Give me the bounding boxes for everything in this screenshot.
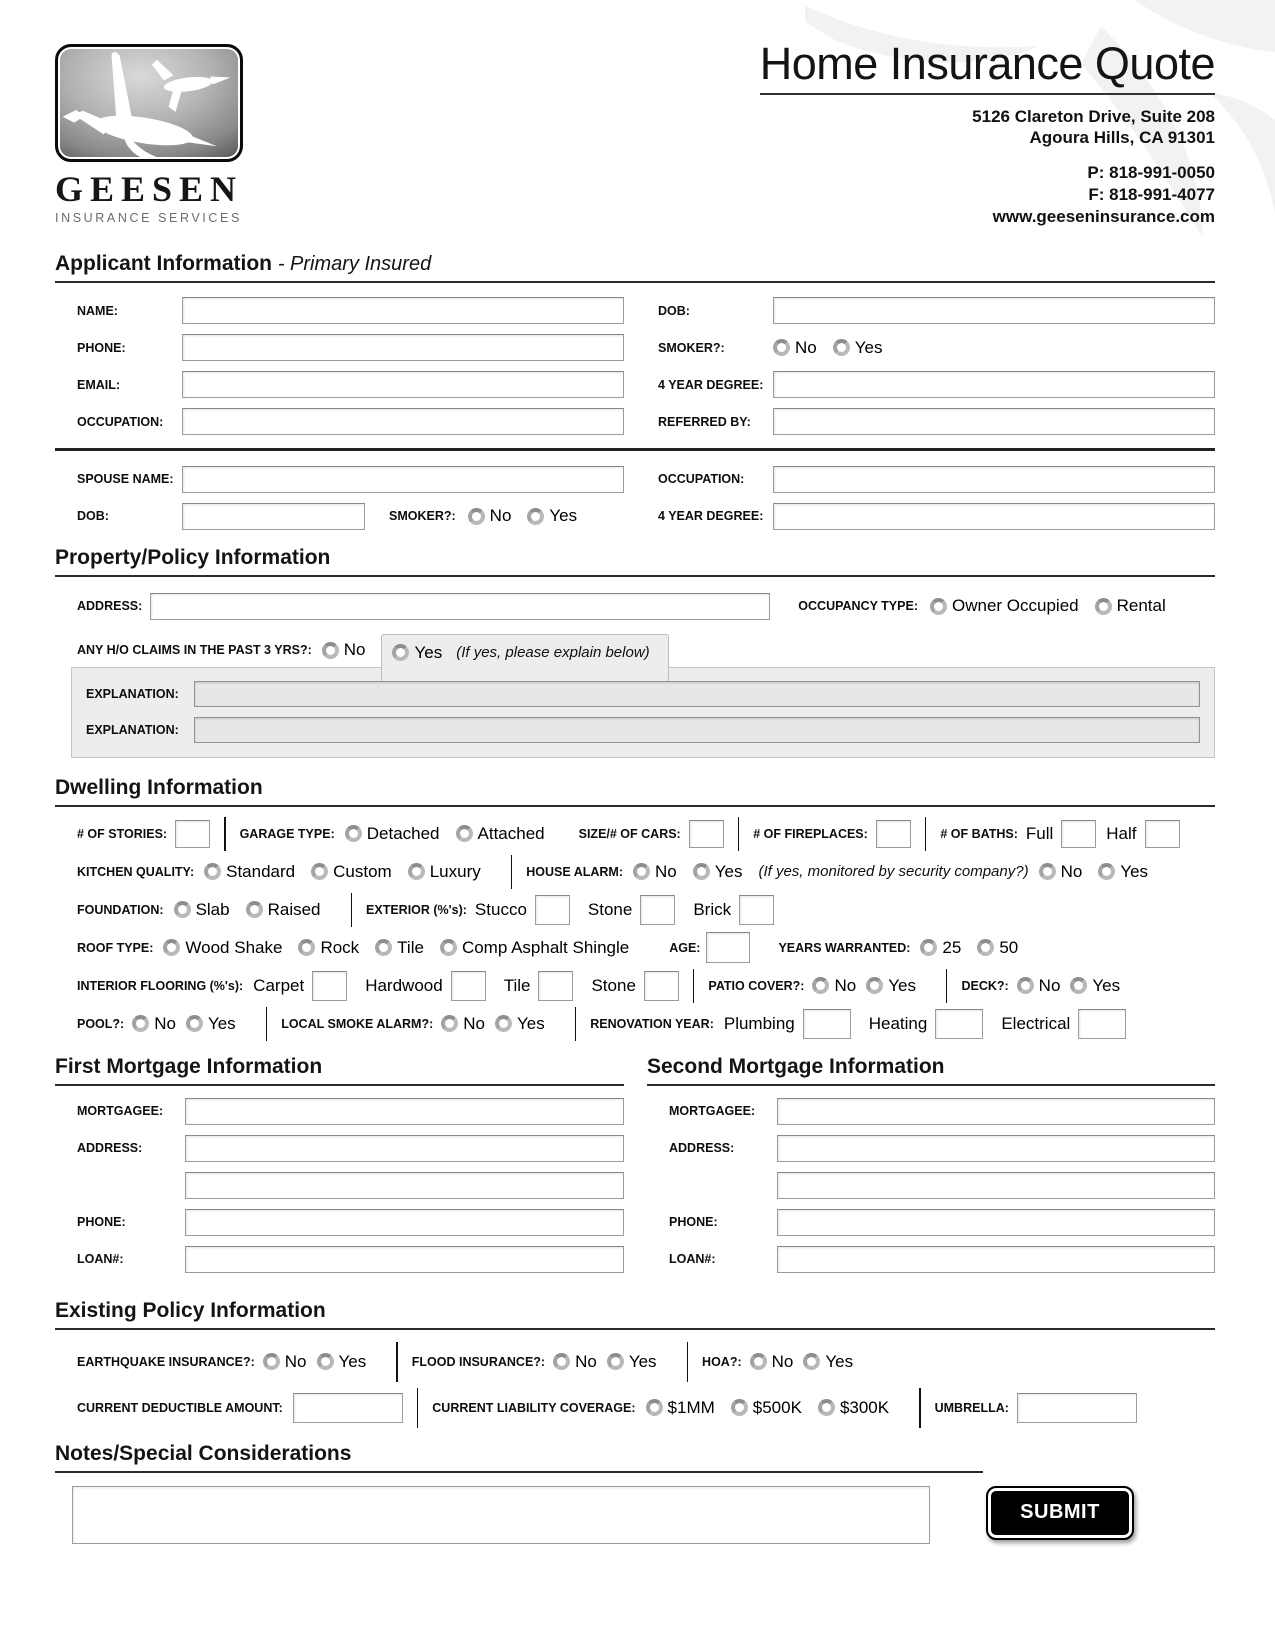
liability-300k-radio[interactable] [818, 1399, 835, 1416]
name-label: NAME: [77, 303, 118, 318]
flood-yes-radio[interactable] [607, 1353, 624, 1370]
fireplaces-box[interactable] [876, 820, 911, 848]
mortgagee-1-label: MORTGAGEE: [77, 1104, 164, 1118]
property-address-input[interactable] [150, 593, 770, 620]
foundation-raised-radio[interactable] [246, 901, 263, 918]
divider [396, 1342, 398, 1382]
exterior-stucco-box[interactable] [535, 895, 570, 925]
kitchen-standard-label: Standard [226, 861, 296, 881]
monitored-yes-label: Yes [1120, 861, 1149, 881]
occupancy-owner-radio[interactable] [930, 598, 947, 615]
earthquake-yes-radio[interactable] [317, 1353, 334, 1370]
smoke-yes-radio[interactable] [495, 1015, 512, 1032]
claims-explain-note: (If yes, please explain below) [456, 644, 650, 661]
spouse-smoker-yes-label: Yes [549, 506, 578, 525]
flood-no-radio[interactable] [553, 1353, 570, 1370]
monitored-no-radio[interactable] [1039, 863, 1056, 880]
divider [511, 855, 513, 889]
submit-button[interactable]: SUBMIT [986, 1486, 1134, 1540]
liability-label: CURRENT LIABILITY COVERAGE: [432, 1400, 636, 1415]
roof-type-label: ROOF TYPE: [77, 940, 154, 955]
fax-number: F: 818-991-4077 [1088, 184, 1215, 204]
patio-no-label: No [834, 975, 857, 995]
phone-input[interactable] [182, 334, 624, 361]
roof-comp-label: Comp Asphalt Shingle [461, 937, 630, 957]
baths-half-label: Half [1106, 823, 1137, 843]
mortgage-2-address-label: ADDRESS: [669, 1141, 735, 1155]
mortgage-1-address-label: ADDRESS: [77, 1141, 143, 1155]
email-input[interactable] [182, 371, 624, 398]
earthquake-yes-label: Yes [338, 1351, 367, 1371]
kitchen-quality-label: KITCHEN QUALITY: [77, 864, 195, 879]
company-address [760, 106, 1215, 149]
stories-label: # OF STORIES: [77, 826, 168, 841]
applicant-spouse-divider [55, 448, 1215, 451]
divider [738, 817, 740, 851]
divider [946, 969, 948, 1003]
dob-label: DOB: [658, 303, 690, 318]
kitchen-luxury-label: Luxury [429, 861, 481, 881]
liability-300k-label: $300K [839, 1397, 890, 1417]
website-url: www.geeseninsurance.com [992, 206, 1215, 226]
spouse-smoker-no-radio[interactable] [468, 508, 485, 525]
foundation-slab-radio[interactable] [174, 901, 191, 918]
geese-logo-image [55, 44, 243, 162]
deck-yes-label: Yes [1092, 975, 1121, 995]
occupancy-rental-label: Rental [1116, 596, 1166, 615]
mortgage-2-address-input[interactable] [777, 1135, 1215, 1162]
divider [575, 1007, 577, 1041]
garage-attached-label: Attached [477, 823, 545, 843]
kitchen-standard-radio[interactable] [204, 863, 221, 880]
kitchen-custom-radio[interactable] [311, 863, 328, 880]
property-address-label: ADDRESS: [77, 599, 143, 613]
divider [266, 1007, 268, 1041]
smoker-no-label: No [795, 337, 817, 357]
exterior-label: EXTERIOR (%'s): [366, 902, 467, 917]
pool-yes-label: Yes [207, 1013, 236, 1033]
company-logo [55, 44, 245, 225]
notes-heading-text: Notes/Special Considerations [55, 1441, 352, 1465]
kitchen-custom-label: Custom [333, 861, 392, 881]
divider [919, 1388, 921, 1428]
roof-comp-radio[interactable] [440, 939, 457, 956]
occupancy-owner-label: Owner Occupied [952, 596, 1079, 615]
roof-rock-radio[interactable] [298, 939, 315, 956]
garage-attached-radio[interactable] [456, 825, 473, 842]
mortgagee-1-input[interactable] [185, 1098, 624, 1125]
property-heading-text: Property/Policy Information [55, 545, 331, 569]
deck-label: DECK?: [961, 978, 1009, 993]
claims-yes-label: Yes [414, 642, 443, 662]
roof-rock-label: Rock [320, 937, 360, 957]
umbrella-label: UMBRELLA: [934, 1400, 1009, 1415]
section-second-mortgage-heading [647, 1055, 1215, 1086]
pool-no-radio[interactable] [132, 1015, 149, 1032]
flooring-hardwood-label: Hardwood [365, 975, 443, 995]
occupancy-rental-radio[interactable] [1095, 598, 1112, 615]
name-input[interactable] [182, 297, 624, 324]
email-label: EMAIL: [77, 377, 121, 392]
spouse-smoker-yes-radio[interactable] [527, 508, 544, 525]
mortgage-2-phone-input[interactable] [777, 1209, 1215, 1236]
flooring-tile-box[interactable] [538, 971, 573, 1001]
page-title: Home Insurance Quote [760, 38, 1215, 95]
second-mortgage-section [647, 1055, 1215, 1283]
exterior-stone-box[interactable] [640, 895, 675, 925]
flood-yes-label: Yes [628, 1351, 657, 1371]
first-mortgage-section [55, 1055, 624, 1283]
spouse-dob-label: DOB: [77, 509, 109, 523]
garage-type-label: GARAGE TYPE: [239, 826, 335, 841]
dob-input[interactable] [773, 297, 1215, 324]
cars-label: SIZE/# OF CARS: [578, 826, 681, 841]
flooring-carpet-label: Carpet [253, 975, 305, 995]
flooring-hardwood-box[interactable] [451, 971, 486, 1001]
baths-label: # OF BATHS: [940, 826, 1018, 841]
applicant-heading-text: Applicant Information [55, 252, 272, 275]
alarm-monitored-note: (If yes, monitored by security company?) [758, 863, 1029, 880]
liability-500k-label: $500K [752, 1397, 802, 1417]
monitored-yes-radio[interactable] [1098, 863, 1115, 880]
section-notes-heading [55, 1442, 983, 1473]
flooring-carpet-box[interactable] [312, 971, 347, 1001]
divider [687, 1342, 689, 1382]
mortgagee-2-label: MORTGAGEE: [669, 1104, 756, 1118]
mortgage-1-address2-input[interactable] [185, 1172, 624, 1199]
hoa-label: HOA?: [702, 1354, 742, 1369]
header [55, 0, 1215, 252]
roof-woodshake-radio[interactable] [163, 939, 180, 956]
smoke-yes-label: Yes [517, 1013, 545, 1033]
flood-label: FLOOD INSURANCE?: [411, 1354, 546, 1369]
liability-500k-radio[interactable] [731, 1399, 748, 1416]
years-warranted-label: YEARS WARRANTED: [778, 940, 911, 955]
occupation-label: OCCUPATION: [77, 414, 164, 429]
claims-yes-tab [381, 634, 668, 681]
liability-1mm-label: $1MM [667, 1397, 715, 1417]
mortgage-2-phone-label: PHONE: [669, 1215, 718, 1229]
flooring-stone-label: Stone [591, 975, 636, 995]
flooring-stone-box[interactable] [644, 971, 679, 1001]
foundation-raised-label: Raised [267, 899, 321, 919]
baths-full-box[interactable] [1061, 820, 1096, 848]
occupation-input[interactable] [182, 408, 624, 435]
smoker-label: SMOKER?: [658, 340, 725, 355]
deck-no-radio[interactable] [1017, 977, 1034, 994]
pool-label: POOL?: [77, 1016, 125, 1031]
renovation-heating-label: Heating [868, 1013, 928, 1033]
foundation-label: FOUNDATION: [77, 902, 164, 917]
exterior-stone-label: Stone [587, 899, 633, 919]
referred-by-input[interactable] [773, 408, 1215, 435]
claims-no-label: No [343, 640, 366, 659]
company-tagline: INSURANCE SERVICES [55, 211, 242, 225]
roof-tile-radio[interactable] [375, 939, 392, 956]
divider [224, 817, 226, 851]
earthquake-label: EARTHQUAKE INSURANCE?: [77, 1354, 255, 1369]
spouse-name-label: SPOUSE NAME: [77, 472, 174, 486]
spouse-dob-input[interactable] [182, 503, 365, 530]
renovation-electrical-label: Electrical [1001, 1013, 1071, 1033]
phone-label: PHONE: [77, 340, 126, 355]
spouse-degree-label: 4 YEAR DEGREE: [658, 509, 764, 523]
garage-detached-label: Detached [366, 823, 440, 843]
explanation-2-label: EXPLANATION: [86, 722, 179, 737]
section-existing-policy-heading [55, 1299, 1215, 1330]
pool-no-label: No [154, 1013, 176, 1033]
smoker-yes-label: Yes [854, 337, 883, 357]
occupancy-type-label: OCCUPANCY TYPE: [798, 599, 918, 613]
mortgage-2-loan-label: LOAN#: [669, 1252, 716, 1266]
renovation-heating-box[interactable] [935, 1009, 983, 1039]
mortgage-1-loan-label: LOAN#: [77, 1252, 124, 1266]
hoa-yes-label: Yes [825, 1351, 854, 1371]
divider [693, 969, 695, 1003]
section-first-mortgage-heading [55, 1055, 624, 1086]
roof-age-label: AGE: [669, 940, 701, 955]
patio-yes-label: Yes [888, 975, 916, 995]
garage-detached-radio[interactable] [345, 825, 362, 842]
applicant-heading-subtitle: - Primary Insured [277, 253, 432, 275]
hoa-no-label: No [771, 1351, 794, 1371]
renovation-plumbing-label: Plumbing [723, 1013, 795, 1033]
exterior-brick-box[interactable] [739, 895, 774, 925]
smoke-alarm-label: LOCAL SMOKE ALARM?: [281, 1016, 434, 1031]
renovation-year-label: RENOVATION YEAR: [590, 1016, 714, 1031]
phone-number: P: 818-991-0050 [1087, 162, 1215, 182]
deck-no-label: No [1038, 975, 1061, 995]
alarm-yes-radio[interactable] [693, 863, 710, 880]
alarm-no-label: No [655, 861, 677, 881]
mortgage-1-phone-input[interactable] [185, 1209, 624, 1236]
mortgage-2-address2-input[interactable] [777, 1172, 1215, 1199]
degree-label: 4 YEAR DEGREE: [658, 377, 764, 392]
hoa-no-radio[interactable] [750, 1353, 767, 1370]
spouse-occupation-input[interactable] [773, 466, 1215, 493]
mortgage-1-address-input[interactable] [185, 1135, 624, 1162]
claims-yes-radio[interactable] [392, 644, 409, 661]
spouse-smoker-label: SMOKER?: [389, 509, 456, 523]
explanation-2-input[interactable] [194, 717, 1200, 743]
smoke-no-radio[interactable] [441, 1015, 458, 1032]
flood-no-label: No [575, 1351, 597, 1371]
earthquake-no-label: No [284, 1351, 307, 1371]
deductible-input[interactable] [293, 1393, 403, 1423]
warranted-50-radio[interactable] [977, 939, 994, 956]
cars-box[interactable] [689, 820, 724, 848]
patio-no-radio[interactable] [812, 977, 829, 994]
roof-tile-label: Tile [397, 937, 424, 957]
mortgage-2-loan-input[interactable] [777, 1246, 1215, 1273]
foundation-slab-label: Slab [195, 899, 230, 919]
interior-flooring-label: INTERIOR FLOORING (%'s): [77, 978, 244, 993]
exterior-brick-label: Brick [693, 899, 732, 919]
spouse-degree-input[interactable] [773, 503, 1215, 530]
roof-woodshake-label: Wood Shake [185, 937, 283, 957]
section-applicant-heading [55, 252, 1215, 283]
flooring-tile-label: Tile [503, 975, 531, 995]
section-property-heading [55, 546, 1215, 577]
deductible-label: CURRENT DEDUCTIBLE AMOUNT: [77, 1400, 283, 1415]
hoa-yes-radio[interactable] [803, 1353, 820, 1370]
baths-full-label: Full [1025, 823, 1054, 843]
dwelling-heading-text: Dwelling Information [55, 775, 263, 799]
alarm-yes-label: Yes [714, 861, 743, 881]
warranted-25-radio[interactable] [920, 939, 937, 956]
mortgagee-2-input[interactable] [777, 1098, 1215, 1125]
mortgage-1-loan-input[interactable] [185, 1246, 624, 1273]
explanation-1-label: EXPLANATION: [86, 686, 179, 701]
spouse-name-input[interactable] [182, 466, 624, 493]
renovation-plumbing-box[interactable] [803, 1009, 851, 1039]
first-mortgage-heading-text: First Mortgage Information [55, 1054, 323, 1078]
second-mortgage-heading-text: Second Mortgage Information [647, 1054, 945, 1078]
umbrella-input[interactable] [1017, 1393, 1137, 1423]
divider [925, 817, 927, 851]
address-line-2: Agoura Hills, CA 91301 [1029, 128, 1215, 148]
address-line-1: 5126 Clareton Drive, Suite 208 [972, 107, 1215, 126]
baths-half-box[interactable] [1145, 820, 1180, 848]
existing-policy-heading-text: Existing Policy Information [55, 1298, 326, 1322]
company-name: GEESEN [55, 169, 244, 209]
company-contact [760, 162, 1215, 228]
renovation-electrical-box[interactable] [1078, 1009, 1126, 1039]
patio-cover-label: PATIO COVER?: [708, 978, 805, 993]
section-dwelling-heading [55, 776, 1215, 807]
fireplaces-label: # OF FIREPLACES: [753, 826, 868, 841]
earthquake-no-radio[interactable] [263, 1353, 280, 1370]
warranted-50-label: 50 [999, 937, 1019, 957]
spouse-smoker-no-label: No [489, 506, 512, 525]
referred-by-label: REFERRED BY: [658, 414, 751, 429]
stories-box[interactable] [175, 820, 210, 848]
patio-yes-radio[interactable] [866, 977, 883, 994]
kitchen-luxury-radio[interactable] [408, 863, 425, 880]
claims-no-radio[interactable] [322, 642, 339, 659]
monitored-no-label: No [1060, 861, 1083, 881]
divider [351, 893, 353, 927]
degree-input[interactable] [773, 371, 1215, 398]
exterior-stucco-label: Stucco [474, 899, 527, 919]
deck-yes-radio[interactable] [1070, 977, 1087, 994]
smoker-yes-radio[interactable] [833, 339, 850, 356]
divider [417, 1388, 419, 1428]
smoke-no-label: No [463, 1013, 485, 1033]
claims-question-label: ANY H/O CLAIMS IN THE PAST 3 YRS?: [77, 643, 312, 657]
spouse-occupation-label: OCCUPATION: [658, 472, 745, 486]
pool-yes-radio[interactable] [186, 1015, 203, 1032]
explanation-1-input[interactable] [194, 681, 1200, 707]
warranted-25-label: 25 [942, 937, 962, 957]
notes-textarea[interactable] [72, 1486, 930, 1544]
liability-1mm-radio[interactable] [646, 1399, 663, 1416]
smoker-no-radio[interactable] [773, 339, 790, 356]
house-alarm-label: HOUSE ALARM: [526, 864, 623, 879]
mortgage-1-phone-label: PHONE: [77, 1215, 126, 1229]
roof-age-box[interactable] [706, 932, 750, 963]
alarm-no-radio[interactable] [633, 863, 650, 880]
